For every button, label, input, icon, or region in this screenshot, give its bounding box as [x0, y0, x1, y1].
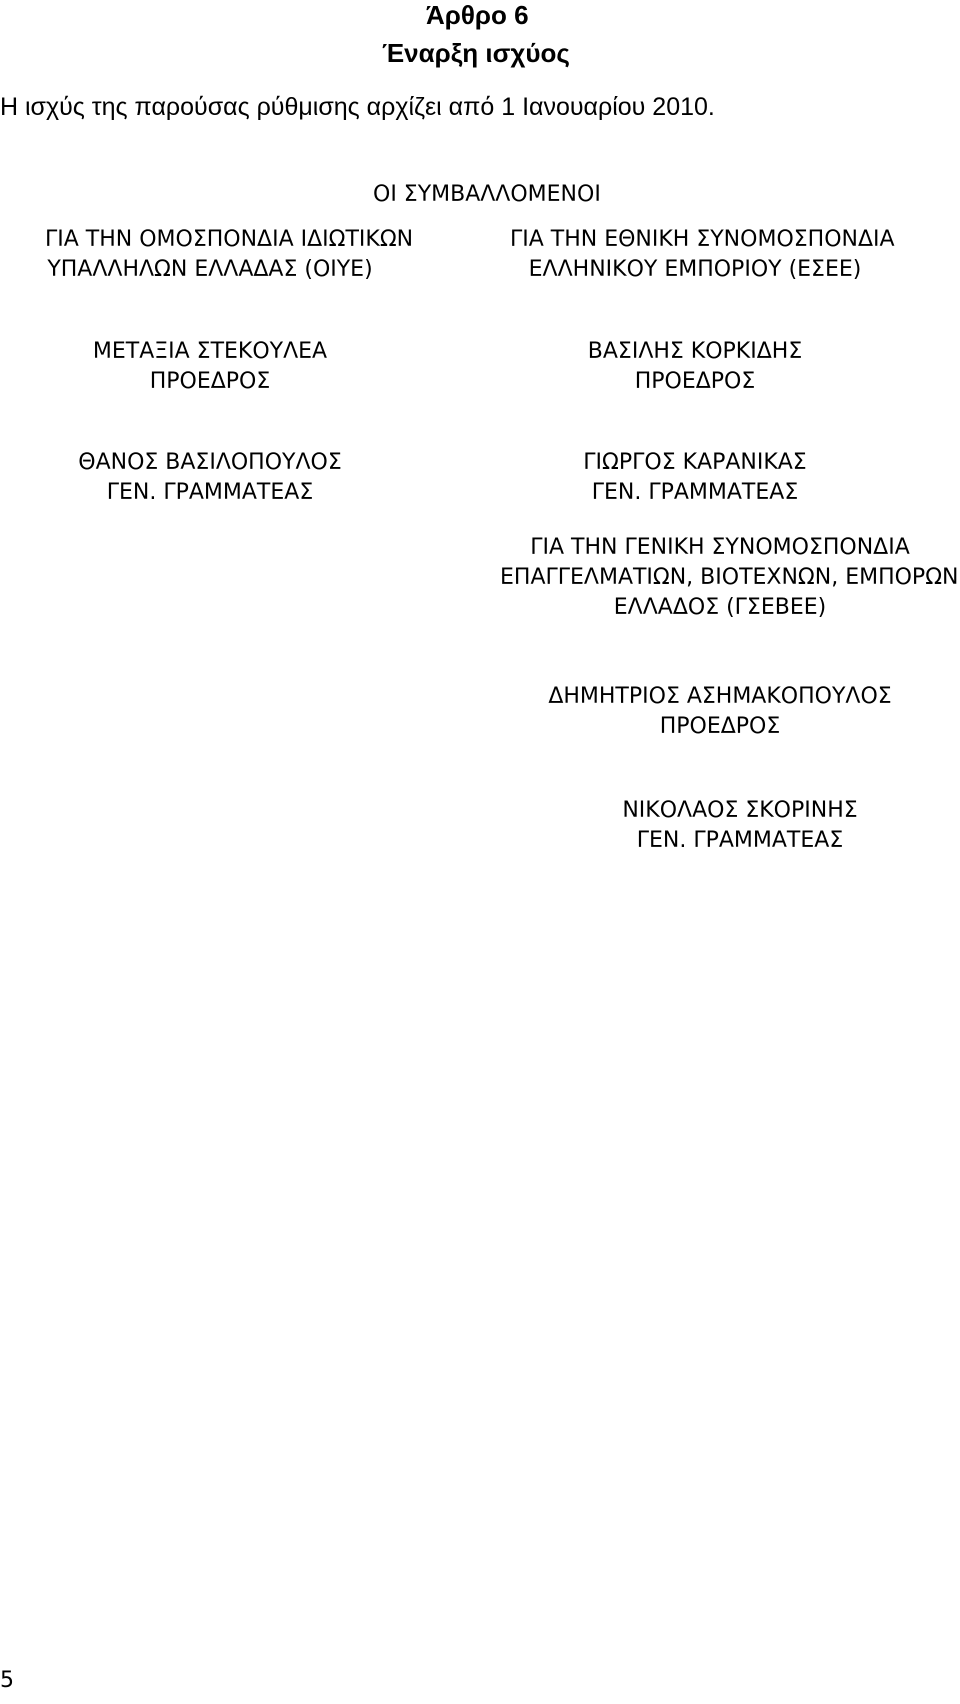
left-sig1-role: ΠΡΟΕΔΡΟΣ	[149, 369, 271, 394]
third-signatory-president	[545, 682, 895, 742]
article-title: Έναρξη ισχύος	[382, 38, 570, 68]
right-org-line2: ΕΛΛΗΝΙΚΟΥ ΕΜΠΟΡΙΟΥ (ΕΣΕΕ)	[528, 257, 862, 282]
third-signatory-secretary	[600, 796, 880, 856]
right-sig2-role: ΓΕΝ. ΓΡΑΜΜΑΤΕΑΣ	[591, 480, 799, 505]
left-org-line1: ΓΙΑ ΤΗΝ ΟΜΟΣΠΟΝΔΙΑ ΙΔΙΩΤΙΚΩΝ	[45, 227, 414, 252]
left-org-block	[45, 225, 414, 285]
third-sig1-role: ΠΡΟΕΔΡΟΣ	[659, 714, 781, 739]
third-org-block	[500, 533, 959, 623]
article-text: Η ισχύς της παρούσας ρύθμισης αρχίζει από 1 Ιανουαρίου 2010.	[0, 93, 715, 121]
third-org-line2: ΕΠΑΓΓΕΛΜΑΤΙΩΝ, ΒΙΟΤΕΧΝΩΝ, ΕΜΠΟΡΩΝ	[500, 565, 959, 590]
right-signatory-secretary	[560, 448, 830, 508]
left-sig2-name: ΘΑΝΟΣ ΒΑΣΙΛΟΠΟΥΛΟΣ	[78, 450, 342, 475]
left-signatory-secretary	[70, 448, 350, 508]
right-sig2-name: ΓΙΩΡΓΟΣ ΚΑΡΑΝΙΚΑΣ	[583, 450, 807, 475]
article-number: Άρθρο 6	[426, 0, 529, 30]
left-sig1-name: ΜΕΤΑΞΙΑ ΣΤΕΚΟΥΛΕΑ	[92, 339, 328, 364]
right-org-block	[510, 225, 895, 285]
parties-heading: ΟΙ ΣΥΜΒΑΛΛΟΜΕΝΟΙ	[373, 182, 601, 207]
right-org-line1: ΓΙΑ ΤΗΝ ΕΘΝΙΚΗ ΣΥΝΟΜΟΣΠΟΝΔΙΑ	[510, 227, 895, 252]
third-org-line3: ΕΛΛΑΔΟΣ (ΓΣΕΒΕΕ)	[613, 595, 827, 620]
right-sig1-name: ΒΑΣΙΛΗΣ ΚΟΡΚΙΔΗΣ	[587, 339, 803, 364]
left-sig2-role: ΓΕΝ. ΓΡΑΜΜΑΤΕΑΣ	[106, 480, 314, 505]
left-org-line2: ΥΠΑΛΛΗΛΩΝ ΕΛΛΑΔΑΣ (ΟΙΥΕ)	[47, 257, 373, 282]
right-signatory-president	[560, 337, 830, 397]
left-signatory-president	[70, 337, 350, 397]
third-sig2-role: ΓΕΝ. ΓΡΑΜΜΑΤΕΑΣ	[636, 828, 844, 853]
third-sig1-name: ΔΗΜΗΤΡΙΟΣ ΑΣΗΜΑΚΟΠΟΥΛΟΣ	[548, 684, 892, 709]
page-number: 5	[0, 1668, 14, 1693]
right-sig1-role: ΠΡΟΕΔΡΟΣ	[634, 369, 756, 394]
third-org-line1: ΓΙΑ ΤΗΝ ΓΕΝΙΚΗ ΣΥΝΟΜΟΣΠΟΝΔΙΑ	[530, 535, 910, 560]
third-sig2-name: ΝΙΚΟΛΑΟΣ ΣΚΟΡΙΝΗΣ	[622, 798, 858, 823]
